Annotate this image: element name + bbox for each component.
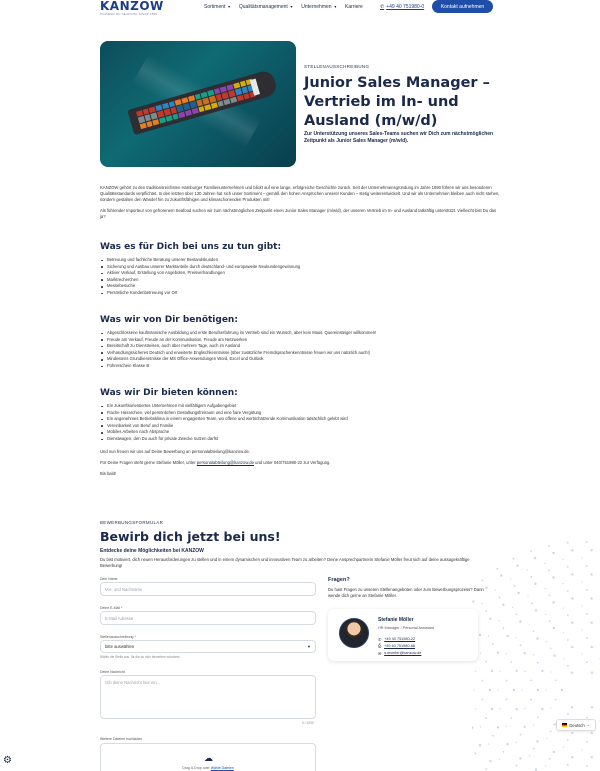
decorative-dot — [546, 738, 547, 739]
decorative-dot — [516, 765, 518, 767]
email-link[interactable]: personalabteilung@kanzow.de — [196, 459, 254, 465]
contact-phone-number: +49 40 751980-22 — [384, 637, 416, 641]
decorative-dot — [571, 706, 573, 708]
language-label: Deutsch — [569, 722, 585, 728]
decorative-dot — [479, 744, 481, 746]
cookie-settings-icon[interactable]: ⚙ — [3, 755, 12, 766]
decorative-dot — [549, 758, 551, 760]
decorative-dot — [545, 614, 546, 615]
decorative-dot — [516, 670, 518, 672]
questions-heading: Fragen? — [328, 577, 350, 583]
chevron-down-icon: ▼ — [227, 5, 231, 9]
decorative-dot — [520, 644, 522, 646]
decorative-dot — [546, 641, 547, 642]
position-hint: Wähle die Stelle aus, für die du dich bewerben möchtest — [100, 655, 180, 659]
decorative-dot — [548, 545, 550, 547]
decorative-dot — [472, 600, 474, 602]
decorative-dot — [567, 713, 569, 715]
decorative-dot — [552, 552, 554, 554]
decorative-dot — [497, 726, 499, 728]
file-dropzone[interactable] — [100, 743, 316, 771]
decorative-dot — [500, 574, 502, 576]
offer-heading: Was wir Dir bieten können: — [100, 388, 238, 398]
page-title: Junior Sales Manager – Vertrieb im In- und Ausland (m/w/d) — [304, 75, 490, 129]
upload-text — [101, 766, 315, 770]
decorative-dot — [591, 732, 593, 734]
position-label: Stellenausschreibung * — [100, 635, 136, 639]
position-select-value: bitte auswählen — [105, 644, 135, 649]
decorative-dot — [563, 747, 564, 748]
decorative-dot — [482, 699, 484, 701]
decorative-dot — [571, 646, 573, 648]
decorative-dot — [581, 749, 582, 750]
decorative-dot — [563, 658, 564, 659]
decorative-dot — [553, 627, 555, 629]
list-item: Messebesuche — [100, 283, 500, 290]
cloud-upload-icon: ☁ — [204, 753, 213, 763]
decorative-dot — [492, 643, 494, 645]
decorative-dot — [482, 603, 483, 604]
decorative-dot — [553, 751, 555, 753]
contact-email-address: s.moeller@kanzow.de — [384, 651, 422, 655]
chevron-down-icon: ▼ — [307, 644, 311, 649]
decorative-dot — [510, 717, 512, 719]
decorative-dot — [541, 670, 543, 672]
logo[interactable] — [100, 0, 164, 16]
decorative-dot — [480, 653, 481, 654]
list-item: Sicherung und Ausbau unserer Marktanteile durch deutschland- und europaweite Neukundengewinnung — [100, 264, 500, 271]
form-subtitle: Entdecke deine Möglichkeiten bei KANZOW — [100, 548, 204, 554]
decorative-dot — [555, 699, 557, 701]
list-item: Ein angenehmes Betriebsklima in einem engagierten Team, wo offene und wertschätzende Kommunikation tatsächlich gelebt wird — [100, 416, 500, 423]
decorative-dot — [590, 549, 592, 551]
logo-wordmark: KANZOW — [100, 0, 164, 13]
avatar — [339, 618, 369, 648]
decorative-dot — [563, 559, 564, 560]
message-textarea[interactable]: Gib deine Nachricht hier ein... — [100, 675, 316, 719]
position-select[interactable] — [100, 640, 316, 653]
decorative-dot — [482, 580, 484, 582]
decorative-dot — [503, 751, 505, 753]
decorative-dot — [533, 631, 535, 633]
decorative-dot — [499, 620, 500, 621]
requirements-section — [100, 315, 500, 370]
decorative-dot — [488, 743, 489, 744]
decorative-dot — [473, 689, 474, 690]
decorative-dot — [489, 618, 491, 620]
decorative-dot — [517, 592, 519, 594]
list-item: Führerschein Klasse B — [100, 363, 500, 370]
decorative-dot — [549, 620, 551, 622]
decorative-dot — [590, 597, 592, 599]
tasks-heading: Was es für Dich bei uns zu tun gibt: — [100, 242, 282, 252]
decorative-dot — [489, 689, 491, 691]
decorative-dot — [516, 708, 518, 710]
decorative-dot — [567, 590, 569, 592]
decorative-dot — [524, 671, 525, 672]
offer-section — [100, 388, 500, 477]
offer-list — [100, 403, 500, 443]
intro-paragraph: KANZOW gehört zu den traditionsreichsten Hamburger Familienunternehmen und blickt auf eine lange, erfolgreiche Geschichte zurück. Seit der Unternehmensgründung im Jahre 1890 führen wir uns besonderen Qualitätsstandards verpflichtet. In den letzten über 130 Jahren hat sich unser Sortiment – gemäß den hohen Ansprüchen unserer Kunden – stetig weiterentwickelt. Und wir als Unternehmen bleiben auch nicht stehen, sondern gestalten den Wandel hin zu zukunftsfähigen und klimaschonenden Produkten mit! — [100, 185, 500, 203]
list-item: Verhandlungssicheres Deutsch und erweiterte Englischkenntnisse (über zusätzliche Fremdsprachenkenntnisse freuen wir uns natürlich auch!) — [100, 350, 500, 357]
list-item: Betreuung und fachliche Beratung unserer Bestandskunden — [100, 257, 500, 264]
decorative-dot — [492, 735, 494, 737]
upload-hint: Drag & Drop oder — [182, 766, 210, 770]
phone-number: +49 40 751980-0 — [386, 4, 425, 10]
message-counter: 0 / 1000 — [302, 721, 314, 725]
closing-paragraph: Und nun freuen wir uns auf Deine Bewerbung an personalabteilung@kanzow.de. — [100, 448, 250, 454]
questions-text: Du hast Fragen zu unseren Stellenangeboten oder zum Bewerbungsprozess? Dann wende dich gerne an Stefanie Möller. — [328, 587, 484, 599]
decorative-dot — [552, 601, 554, 603]
list-item: Flache Hierarchien, viel persönlichen Gestaltungsfreiraum und eine faire Vergütung — [100, 410, 500, 417]
decorative-dot — [524, 652, 526, 654]
decorative-dot — [567, 665, 569, 667]
decorative-dot — [536, 740, 538, 742]
contact-card — [328, 609, 478, 661]
decorative-dot — [513, 689, 515, 691]
choose-files-link[interactable]: Wähle Dateien — [210, 766, 234, 770]
decorative-dot — [472, 727, 474, 729]
decorative-dot — [524, 708, 525, 709]
decorative-dot — [479, 634, 481, 636]
decorative-dot — [527, 569, 528, 570]
decorative-dot — [480, 726, 481, 727]
hero-subtitle: Zur Unterstützung unseres Sales-Teams suchen wir Dich zum nächstmöglichen Zeitpunkt als Junior Sales Manager (m/w/d). — [304, 131, 494, 144]
chevron-down-icon: ▼ — [289, 5, 294, 9]
decorative-dot — [552, 576, 554, 578]
decorative-dot — [500, 708, 501, 709]
decorative-dot — [499, 597, 501, 599]
message-label: Deine Nachricht — [100, 670, 125, 674]
decorative-dot — [571, 549, 573, 551]
decorative-dot — [545, 765, 546, 766]
logo-tagline: PIONEER OF SEAFOOD SINCE 1890 — [100, 12, 158, 16]
decorative-dot — [550, 731, 552, 733]
tasks-section — [100, 242, 500, 297]
nav-menu — [204, 4, 363, 10]
list-item: Bereitschaft zu Dienstreisen, auch über mehrere Tage, auch im Ausland — [100, 343, 500, 350]
decorative-dot — [485, 717, 487, 719]
decorative-dot — [519, 757, 521, 759]
decorative-dot — [586, 613, 588, 615]
decorative-dot — [586, 765, 588, 767]
decorative-dot — [591, 706, 593, 708]
decorative-dot — [489, 760, 491, 762]
decorative-dot — [591, 672, 593, 674]
nav-item-qualitaet[interactable] — [239, 4, 293, 10]
decorative-dot — [567, 614, 569, 616]
decorative-dot — [497, 651, 499, 653]
decorative-dot — [530, 550, 532, 552]
decorative-dot — [519, 620, 521, 622]
form-section-label: BEWERBUNGSFORMULAR — [100, 520, 164, 525]
decorative-dot — [535, 609, 537, 611]
decorative-dot — [567, 566, 569, 568]
chevron-down-icon: ⌄ — [586, 723, 590, 727]
decorative-dot — [530, 576, 532, 578]
list-item: Aktiver Verkauf, Erstellung von Angeboten, Preisverhandlungen — [100, 270, 500, 277]
decorative-dot — [571, 597, 573, 599]
decorative-dot — [581, 653, 582, 654]
decorative-dot — [567, 739, 569, 741]
closing-text: und unter 040/751980-22 zur Verfügung. — [253, 459, 331, 465]
decorative-dot — [586, 541, 588, 543]
fax-icon: ⎙ — [378, 644, 382, 648]
email-input[interactable]: E-Mail Adresse — [100, 611, 316, 625]
decorative-dot — [550, 707, 551, 708]
decorative-dot — [548, 570, 550, 572]
decorative-dot — [586, 565, 588, 567]
contact-phone[interactable] — [378, 637, 415, 642]
decorative-dot — [500, 671, 501, 672]
name-label: Dein Name — [100, 577, 118, 581]
decorative-dot — [513, 558, 515, 560]
decorative-dot — [555, 680, 557, 682]
hero-image-container-ship — [100, 41, 296, 167]
decorative-dot — [550, 648, 552, 650]
decorative-dot — [563, 608, 564, 609]
decorative-dot — [516, 742, 517, 743]
intro-section — [100, 185, 500, 220]
decorative-dot — [485, 768, 487, 770]
decorative-dot — [506, 726, 507, 727]
decorative-dot — [529, 755, 530, 756]
decorative-dot — [537, 662, 539, 664]
decorative-dot — [502, 604, 504, 606]
phone-icon: ✆ — [380, 4, 385, 10]
decorative-dot — [563, 632, 564, 633]
contact-name: Stefanie Möller — [378, 617, 414, 623]
nav-item-label: Karriere — [345, 4, 363, 10]
top-navigation — [0, 0, 600, 18]
email-label: Deine E-Mail * — [100, 606, 123, 610]
decorative-dot — [482, 680, 484, 682]
tasks-list — [100, 257, 500, 297]
decorative-dot — [533, 725, 534, 726]
decorative-dot — [548, 595, 550, 597]
language-switcher[interactable] — [556, 719, 596, 731]
decorative-dot — [590, 573, 592, 575]
requirements-list — [100, 330, 500, 370]
decorative-dot — [488, 635, 489, 636]
mail-icon: ✉ — [378, 652, 382, 656]
nav-item-label: Unternehmen — [301, 4, 332, 10]
decorative-dot — [510, 661, 512, 663]
form-title: Bewirb dich jetzt bei uns! — [100, 529, 281, 544]
decorative-dot — [571, 756, 573, 758]
decorative-dot — [516, 614, 518, 616]
nav-item-label: Sortiment — [204, 4, 226, 10]
decorative-dot — [475, 671, 476, 672]
decorative-dot — [571, 622, 573, 624]
decorative-dot — [475, 753, 477, 755]
decorative-dot — [533, 748, 535, 750]
decorative-dot — [503, 627, 505, 629]
decorative-dot — [506, 653, 507, 654]
form-intro: Du bist motiviert, dich neuen Herausforderungen zu stellen und in einem dynamischen und innovativen Team zu arbeiten? Deine Ansprechpartnerin Stefanie Möller freut sich auf deine aussagekräftige Bewerbung! — [100, 557, 470, 569]
decorative-dot — [571, 573, 573, 575]
decorative-dot — [581, 557, 582, 558]
list-item: Marktrecherchen — [100, 277, 500, 284]
nav-item-unternehmen[interactable] — [301, 4, 337, 10]
decorative-dot — [529, 624, 530, 625]
closing-paragraph — [100, 460, 500, 466]
list-item: Freude am Verkauf, Freude an der Kommunikation, Freude am Netzwerken — [100, 337, 500, 344]
name-input[interactable]: Vor- und Nachname — [100, 582, 316, 596]
decorative-dot — [563, 583, 564, 584]
nav-item-karriere[interactable] — [345, 4, 363, 10]
decorative-dot — [496, 568, 498, 570]
flag-de-icon — [562, 723, 567, 727]
decorative-dot — [491, 708, 493, 710]
decorative-dot — [506, 635, 508, 637]
decorative-dot — [497, 689, 498, 690]
nav-item-label: Qualitätsmanagement — [238, 4, 288, 10]
closing-paragraph: Bis bald! — [100, 470, 117, 476]
decorative-dot — [567, 764, 569, 766]
decorative-dot — [531, 603, 533, 605]
list-item: Persönliche Kundenbetreuung vor Ort — [100, 290, 500, 297]
decorative-dot — [586, 741, 588, 743]
decorative-dot — [527, 596, 528, 597]
contact-fax[interactable] — [378, 644, 415, 648]
decorative-dot — [567, 542, 569, 544]
decorative-dot — [485, 661, 487, 663]
decorative-dot — [533, 654, 534, 655]
decorative-dot — [537, 689, 539, 691]
decorative-dot — [550, 671, 551, 672]
decorative-dot — [571, 672, 573, 674]
decorative-dot — [499, 759, 500, 760]
decorative-dot — [520, 734, 522, 736]
files-label: Weitere Dateien hochladen — [100, 737, 143, 741]
contact-email[interactable] — [378, 651, 421, 656]
phone-link[interactable] — [380, 4, 424, 10]
decorative-dot — [545, 588, 546, 589]
decorative-dot — [510, 578, 511, 579]
decorative-dot — [516, 637, 517, 638]
decorative-dot — [512, 607, 513, 608]
decorative-dot — [586, 662, 588, 664]
decorative-dot — [506, 743, 508, 745]
list-item: Abgeschlossene kaufmännische Ausbildung und erste Berufserfahrung im Vertrieb sind ein Wunsch, aber kein Muss. Quereinsteiger willkommen! — [100, 330, 500, 337]
list-item: Ein zukunftsorientiertes Unternehmen mit vielfältigem Aufgabengebiet — [100, 403, 500, 410]
chevron-down-icon: ▼ — [333, 5, 338, 9]
decorative-dot — [545, 689, 546, 690]
decorative-dot — [591, 622, 593, 624]
decorative-dot — [581, 629, 582, 630]
list-item: Mobiles Arbeiten nach Absprache — [100, 429, 500, 436]
contact-role: HR Manager / Personal Assistant — [378, 626, 434, 630]
requirements-heading: Was wir von Dir benötigen: — [100, 315, 238, 325]
decorative-dot — [561, 689, 563, 691]
decorative-dot — [534, 583, 536, 585]
decorative-dot — [485, 610, 487, 612]
decorative-dot — [524, 726, 526, 728]
decorative-dot — [536, 637, 538, 639]
decorative-dot — [514, 585, 516, 587]
contact-button[interactable]: Kontakt aufnehmen — [432, 0, 493, 13]
contact-fax-number: +49 40 751980-66 — [384, 644, 415, 648]
decorative-dot-pattern — [472, 540, 600, 771]
decorative-dot — [586, 589, 588, 591]
hero-label: STELLENAUSSCHREIBUNG — [304, 64, 370, 69]
decorative-dot — [553, 654, 555, 656]
list-item: Mindestens Grundkenntnisse der MS Office-Anwendungen Word, Excel und Outlook — [100, 356, 500, 363]
decorative-dot — [591, 756, 593, 758]
decorative-dot — [475, 708, 476, 709]
decorative-dot — [534, 557, 536, 559]
decorative-dot — [591, 646, 593, 648]
decorative-dot — [541, 708, 543, 710]
decorative-dot — [506, 680, 508, 682]
decorative-dot — [581, 581, 582, 582]
decorative-dot — [506, 699, 508, 701]
list-item: Dienstwagen, den Du auch für private Zwecke nutzen darfst — [100, 436, 500, 443]
decorative-dot — [530, 680, 532, 682]
decorative-dot — [571, 732, 573, 734]
decorative-dot — [567, 639, 569, 641]
decorative-dot — [586, 637, 588, 639]
decorative-dot — [491, 670, 493, 672]
phone-icon: ✆ — [378, 638, 382, 642]
decorative-dot — [495, 590, 496, 591]
decorative-dot — [516, 565, 518, 567]
decorative-dot — [521, 689, 522, 690]
decorative-dot — [581, 605, 582, 606]
nav-item-sortiment[interactable] — [204, 4, 231, 10]
decorative-dot — [544, 563, 545, 564]
closing-text: Für Deine Fragen steht gerne Stefanie Möller, unter — [100, 459, 197, 465]
intro-paragraph: Als führender Importeur von gefrorenem Seafood suchen wir zum nächstmöglichen Zeitpunkt einen Junior Sales Manager (m/w/d), der unseren Vertrieb im In- und Ausland tatkräftig unterstützt. Vielleicht bist Du das ja? — [100, 207, 497, 219]
decorative-dot — [530, 699, 532, 701]
list-item: Vereinbarkeit von Beruf und Familie — [100, 423, 500, 430]
decorative-dot — [537, 717, 539, 719]
